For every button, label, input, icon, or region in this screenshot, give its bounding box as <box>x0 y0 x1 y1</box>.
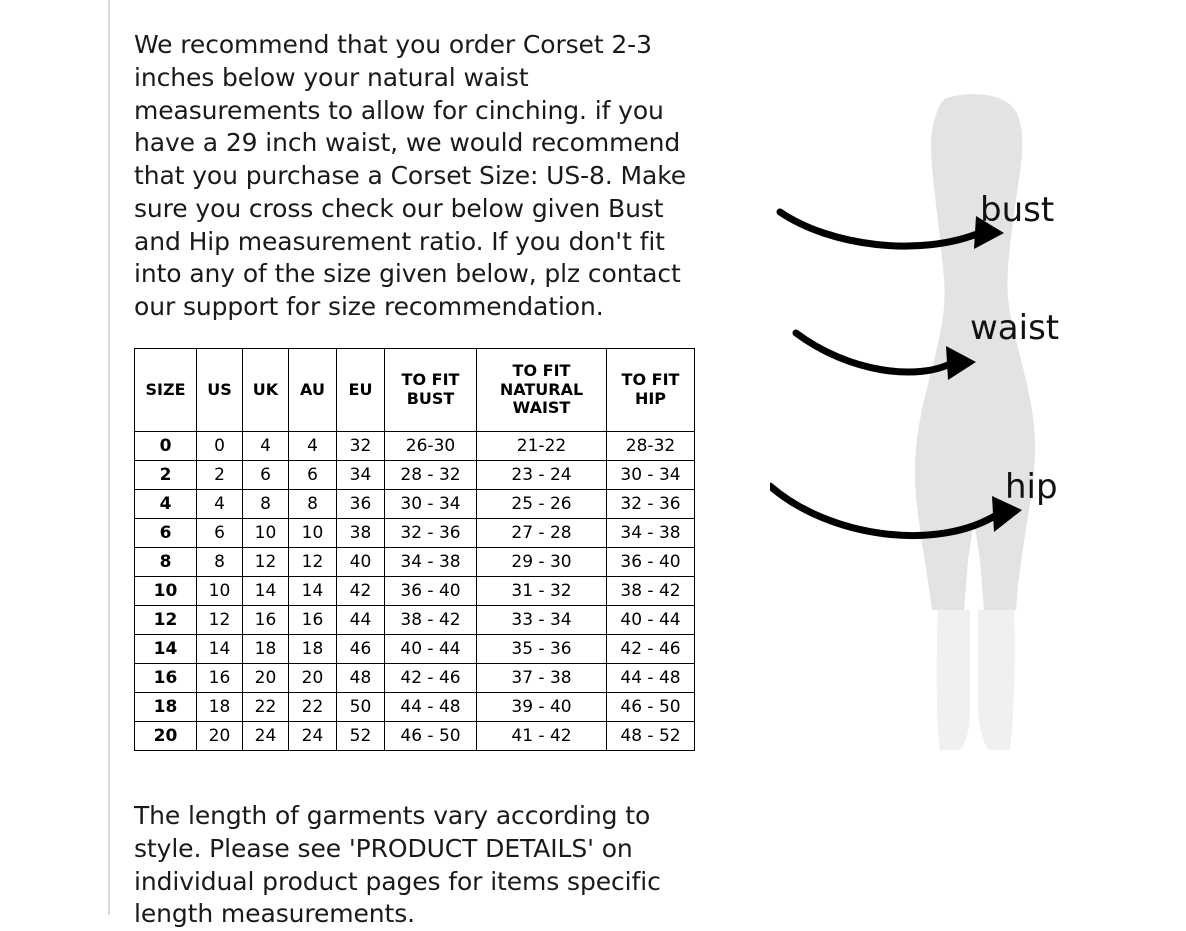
footer-paragraph: The length of garments vary according to style. Please see 'PRODUCT DETAILS' on individual product pages for items specific length measurements. <box>134 801 661 929</box>
page-content <box>110 0 1186 929</box>
table-cell: 14 <box>197 635 243 664</box>
table-cell: 8 <box>289 490 337 519</box>
column-header-hip: TO FIT HIP <box>607 349 695 432</box>
table-cell: 12 <box>197 606 243 635</box>
table-cell: 22 <box>243 693 289 722</box>
table-cell: 23 - 24 <box>477 461 607 490</box>
table-cell-size: 4 <box>135 490 197 519</box>
waist-arrow-icon <box>796 333 954 372</box>
table-cell-size: 2 <box>135 461 197 490</box>
table-cell: 44 - 48 <box>385 693 477 722</box>
table-cell-size: 10 <box>135 577 197 606</box>
table-cell: 18 <box>243 635 289 664</box>
table-cell: 6 <box>243 461 289 490</box>
table-cell: 16 <box>289 606 337 635</box>
table-cell: 42 - 46 <box>607 635 695 664</box>
table-row <box>135 519 695 548</box>
table-cell: 14 <box>243 577 289 606</box>
left-margin-rule <box>0 0 110 915</box>
table-cell: 35 - 36 <box>477 635 607 664</box>
table-row <box>135 548 695 577</box>
table-cell: 20 <box>197 722 243 751</box>
size-chart-table-wrapper <box>134 348 695 751</box>
table-cell: 36 - 40 <box>607 548 695 577</box>
table-row <box>135 693 695 722</box>
table-cell: 38 <box>337 519 385 548</box>
table-cell: 25 - 26 <box>477 490 607 519</box>
table-cell: 38 - 42 <box>385 606 477 635</box>
table-cell: 21-22 <box>477 432 607 461</box>
column-header-size: SIZE <box>135 349 197 432</box>
table-cell: 46 - 50 <box>385 722 477 751</box>
table-cell: 32 - 36 <box>385 519 477 548</box>
table-cell: 34 - 38 <box>385 548 477 577</box>
table-cell-size: 14 <box>135 635 197 664</box>
table-body <box>135 432 695 751</box>
table-cell-size: 20 <box>135 722 197 751</box>
table-cell: 33 - 34 <box>477 606 607 635</box>
table-row <box>135 490 695 519</box>
table-cell: 32 <box>337 432 385 461</box>
table-row <box>135 606 695 635</box>
table-cell: 30 - 34 <box>607 461 695 490</box>
table-cell: 40 - 44 <box>607 606 695 635</box>
table-cell: 42 <box>337 577 385 606</box>
table-cell: 31 - 32 <box>477 577 607 606</box>
column-header-au: AU <box>289 349 337 432</box>
table-row <box>135 432 695 461</box>
table-cell: 34 <box>337 461 385 490</box>
table-cell: 16 <box>243 606 289 635</box>
table-row <box>135 635 695 664</box>
table-cell: 29 - 30 <box>477 548 607 577</box>
column-header-eu: EU <box>337 349 385 432</box>
table-row <box>135 461 695 490</box>
table-header <box>135 349 695 432</box>
table-cell: 24 <box>243 722 289 751</box>
table-cell: 46 <box>337 635 385 664</box>
table-cell: 16 <box>197 664 243 693</box>
table-cell: 28 - 32 <box>385 461 477 490</box>
table-cell: 39 - 40 <box>477 693 607 722</box>
table-cell: 4 <box>289 432 337 461</box>
table-cell: 30 - 34 <box>385 490 477 519</box>
table-cell: 10 <box>197 577 243 606</box>
table-header-row <box>135 349 695 432</box>
table-cell: 20 <box>243 664 289 693</box>
table-cell: 28-32 <box>607 432 695 461</box>
table-cell: 6 <box>197 519 243 548</box>
table-cell: 8 <box>243 490 289 519</box>
column-header-bust: TO FIT BUST <box>385 349 477 432</box>
table-cell: 4 <box>197 490 243 519</box>
table-cell: 38 - 42 <box>607 577 695 606</box>
table-cell: 24 <box>289 722 337 751</box>
table-cell: 48 - 52 <box>607 722 695 751</box>
table-cell: 2 <box>197 461 243 490</box>
table-cell: 50 <box>337 693 385 722</box>
table-cell: 40 - 44 <box>385 635 477 664</box>
table-cell: 27 - 28 <box>477 519 607 548</box>
column-header-waist: TO FIT NATURAL WAIST <box>477 349 607 432</box>
table-row <box>135 577 695 606</box>
table-cell: 18 <box>197 693 243 722</box>
table-cell-size: 12 <box>135 606 197 635</box>
table-cell: 26-30 <box>385 432 477 461</box>
table-cell: 12 <box>243 548 289 577</box>
table-cell: 52 <box>337 722 385 751</box>
table-cell-size: 18 <box>135 693 197 722</box>
table-cell: 44 <box>337 606 385 635</box>
table-cell: 20 <box>289 664 337 693</box>
table-cell: 0 <box>197 432 243 461</box>
table-cell: 41 - 42 <box>477 722 607 751</box>
table-cell: 42 - 46 <box>385 664 477 693</box>
table-cell: 40 <box>337 548 385 577</box>
table-cell: 36 - 40 <box>385 577 477 606</box>
table-cell-size: 16 <box>135 664 197 693</box>
table-cell: 12 <box>289 548 337 577</box>
table-cell: 10 <box>289 519 337 548</box>
table-cell: 18 <box>289 635 337 664</box>
size-chart-table <box>134 348 695 751</box>
bust-label: bust <box>980 190 1055 230</box>
table-cell: 32 - 36 <box>607 490 695 519</box>
table-cell: 8 <box>197 548 243 577</box>
body-measurement-figure <box>770 90 1170 790</box>
table-cell: 10 <box>243 519 289 548</box>
table-cell: 46 - 50 <box>607 693 695 722</box>
table-row <box>135 722 695 751</box>
column-header-us: US <box>197 349 243 432</box>
figure-svg <box>770 90 1170 790</box>
table-cell: 6 <box>289 461 337 490</box>
column-header-uk: UK <box>243 349 289 432</box>
table-cell: 36 <box>337 490 385 519</box>
table-cell: 37 - 38 <box>477 664 607 693</box>
table-cell: 44 - 48 <box>607 664 695 693</box>
table-cell-size: 8 <box>135 548 197 577</box>
table-cell: 22 <box>289 693 337 722</box>
table-cell: 14 <box>289 577 337 606</box>
table-cell: 4 <box>243 432 289 461</box>
table-cell-size: 6 <box>135 519 197 548</box>
table-cell-size: 0 <box>135 432 197 461</box>
table-cell: 48 <box>337 664 385 693</box>
table-cell: 34 - 38 <box>607 519 695 548</box>
table-row <box>135 664 695 693</box>
intro-paragraph: We recommend that you order Corset 2-3 inches below your natural waist measurements to allow for cinching. if you have a 29 inch waist, we would recommend that you purchase a Corset Size: US-8. Make sure you cross check our below given Bust and Hip measurement ratio. If you don't fit into any of the size given below, plz contact our support for size recommendation. <box>134 30 686 321</box>
hip-label: hip <box>1005 467 1058 507</box>
waist-label: waist <box>970 308 1060 348</box>
